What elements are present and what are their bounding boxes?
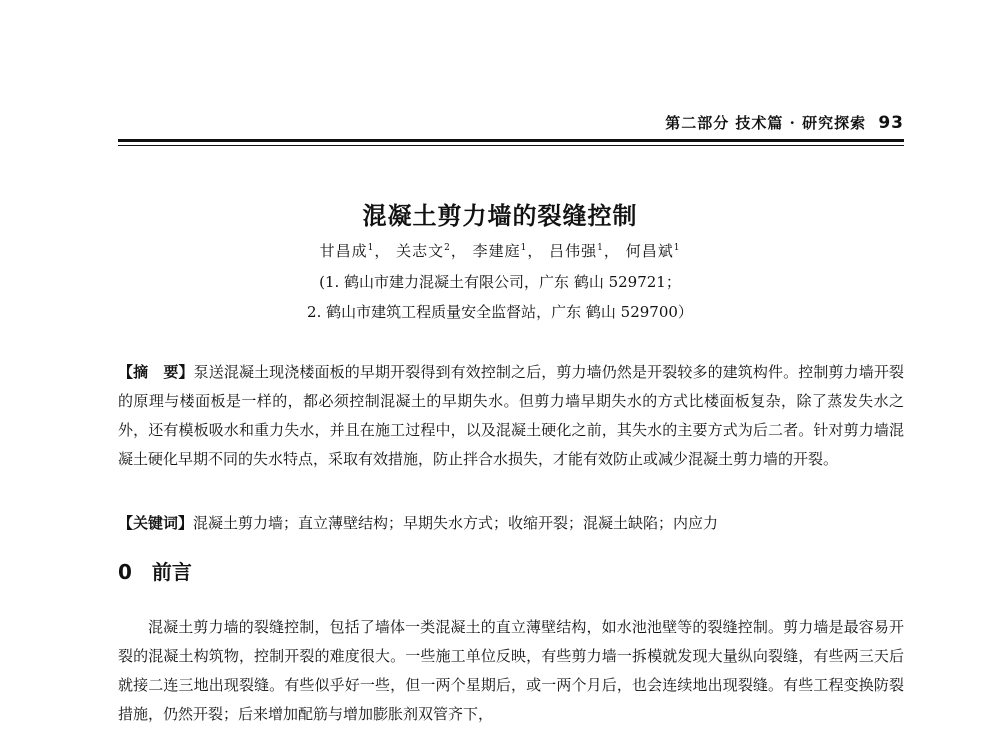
abstract [118, 358, 904, 474]
author: 吕伟强$^1$ [549, 242, 604, 260]
running-header [118, 112, 904, 136]
running-header-section: 第二部分 技术篇 · 研究探索 [665, 114, 867, 132]
affiliation-2: 2. 鹤山市建筑工程质量安全监督站，广东 鹤山 529700） [307, 303, 693, 321]
keywords-label: 【关键词】 [118, 514, 194, 532]
abstract-label: 【摘 要】 [118, 363, 194, 381]
paper-title: 混凝土剪力墙的裂缝控制 [362, 201, 638, 230]
section-number: 0 [118, 560, 132, 584]
keywords-text: 混凝土剪力墙；直立薄壁结构；早期失水方式；收缩开裂；混凝土缺陷；内应力 [193, 514, 719, 532]
page-number: 93 [878, 113, 904, 133]
author: 李建庭$^1$ [472, 242, 528, 260]
author-list: 甘昌成$^1$， 关志文$^2$， 李建庭$^1$， 吕伟强$^1$， 何昌斌$^1$ [319, 242, 681, 260]
header-rule-thin [118, 145, 904, 146]
section-title: 前言 [151, 560, 192, 584]
author: 何昌斌$^1$ [625, 242, 681, 260]
abstract-text: 泵送混凝土现浇楼面板的早期开裂得到有效控制之后，剪力墙仍然是开裂较多的建筑构件。控制剪力墙开裂的原理与楼面板是一样的，都必须控制混凝土的早期失水。但剪力墙早期失水的方式比楼面板复杂，除了蒸发失水之外，还有模板吸水和重力失水，并且在施工过程中，以及混凝土硬化之前，其失水的主要方式为后二者。针对剪力墙混凝土硬化早期不同的失水特点，采取有效措施，防止拌合水损失，才能有效防止或减少混凝土剪力墙的开裂。 [118, 363, 904, 468]
keywords [118, 509, 904, 538]
header-rule-thick [118, 139, 904, 142]
affiliation-1: (1. 鹤山市建力混凝土有限公司，广东 鹤山 529721； [319, 273, 681, 291]
body-paragraph: 混凝土剪力墙的裂缝控制，包括了墙体一类混凝土的直立薄壁结构，如水池池壁等的裂缝控制。剪力墙是最容易开裂的混凝土构筑物，控制开裂的难度很大。一些施工单位反映，有些剪力墙一拆模就发现大量纵向裂缝，有些两三天后就接二连三地出现裂缝。有些似乎好一些，但一两个星期后，或一两个月后，也会连续地出现裂缝。有些工程变换防裂措施，仍然开裂；后来增加配筋与增加膨胀剂双管齐下， [118, 618, 904, 723]
author: 关志文$^2$ [396, 242, 451, 260]
author: 甘昌成$^1$ [319, 242, 375, 260]
section-heading [118, 556, 518, 585]
